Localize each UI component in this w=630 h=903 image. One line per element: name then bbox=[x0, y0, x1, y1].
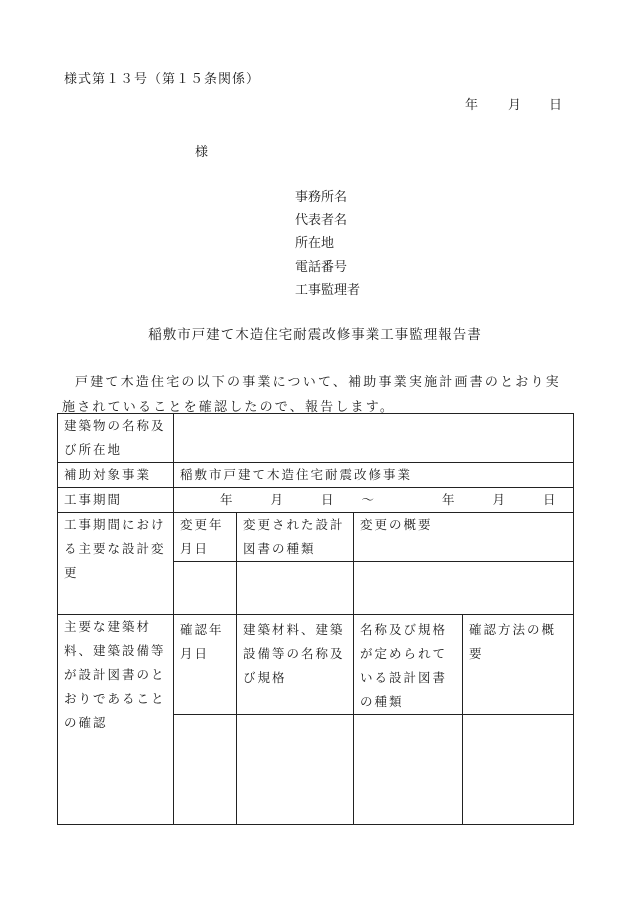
date-year: 年 bbox=[465, 98, 479, 113]
table-row bbox=[58, 414, 574, 463]
confirm-date-header: 確認年月日 bbox=[174, 615, 237, 715]
change-summary-cell bbox=[354, 562, 574, 615]
table-row bbox=[58, 513, 574, 562]
confirm-docs-cell bbox=[354, 715, 463, 825]
subsidy-value: 稲敷市戸建て木造住宅耐震改修事業 bbox=[174, 463, 574, 488]
date-month: 月 bbox=[508, 98, 522, 113]
body-text: 戸建て木造住宅の以下の事業について、補助事業実施計画書のとおり実施されていることを確認したので、報告します。 bbox=[62, 375, 561, 415]
building-label: 建築物の名称及び所在地 bbox=[58, 414, 174, 463]
sender-address: 所在地 bbox=[295, 236, 335, 251]
period-value bbox=[174, 488, 574, 513]
change-docs-cell bbox=[237, 562, 354, 615]
period-end-year: 年 bbox=[441, 492, 457, 507]
period-label: 工事期間 bbox=[58, 488, 174, 513]
period-start-day: 日 bbox=[320, 492, 336, 507]
confirm-docs-header: 名称及び規格が定められている設計図書の種類 bbox=[354, 615, 463, 715]
change-date-header: 変更年月日 bbox=[174, 513, 237, 562]
confirm-label: 主要な建築材料、建築設備等が設計図書のとおりであることの確認 bbox=[58, 615, 174, 825]
document-title: 稲敷市戸建て木造住宅耐震改修事業工事監理報告書 bbox=[148, 327, 482, 343]
confirm-date-cell bbox=[174, 715, 237, 825]
sender-supervisor: 工事監理者 bbox=[295, 283, 361, 298]
addressee-suffix: 様 bbox=[195, 145, 209, 160]
change-summary-header: 変更の概要 bbox=[354, 513, 574, 562]
report-table bbox=[57, 413, 574, 825]
period-start-month: 月 bbox=[270, 492, 285, 507]
period-end-month: 月 bbox=[492, 492, 507, 507]
period-end-day: 日 bbox=[542, 492, 558, 507]
sender-office-name: 事務所名 bbox=[295, 190, 348, 205]
sender-representative: 代表者名 bbox=[295, 213, 348, 228]
period-separator: ～ bbox=[361, 492, 376, 507]
period-start-year: 年 bbox=[219, 492, 235, 507]
table-row bbox=[58, 615, 574, 715]
form-number: 様式第１３号（第１５条関係） bbox=[64, 72, 261, 87]
building-value bbox=[174, 414, 574, 463]
change-date-cell bbox=[174, 562, 237, 615]
confirm-materials-cell bbox=[237, 715, 354, 825]
change-label: 工事期間における主要な設計変更 bbox=[58, 513, 174, 615]
date-day: 日 bbox=[549, 98, 563, 113]
subsidy-label: 補助対象事業 bbox=[58, 463, 174, 488]
confirm-method-header: 確認方法の概要 bbox=[463, 615, 574, 715]
change-docs-header: 変更された設計図書の種類 bbox=[237, 513, 354, 562]
confirm-materials-header: 建築材料、建築設備等の名称及び規格 bbox=[237, 615, 354, 715]
confirm-method-cell bbox=[463, 715, 574, 825]
sender-phone: 電話番号 bbox=[295, 260, 348, 275]
report-date bbox=[465, 94, 562, 113]
table-row bbox=[58, 463, 574, 488]
table-row bbox=[58, 488, 574, 513]
